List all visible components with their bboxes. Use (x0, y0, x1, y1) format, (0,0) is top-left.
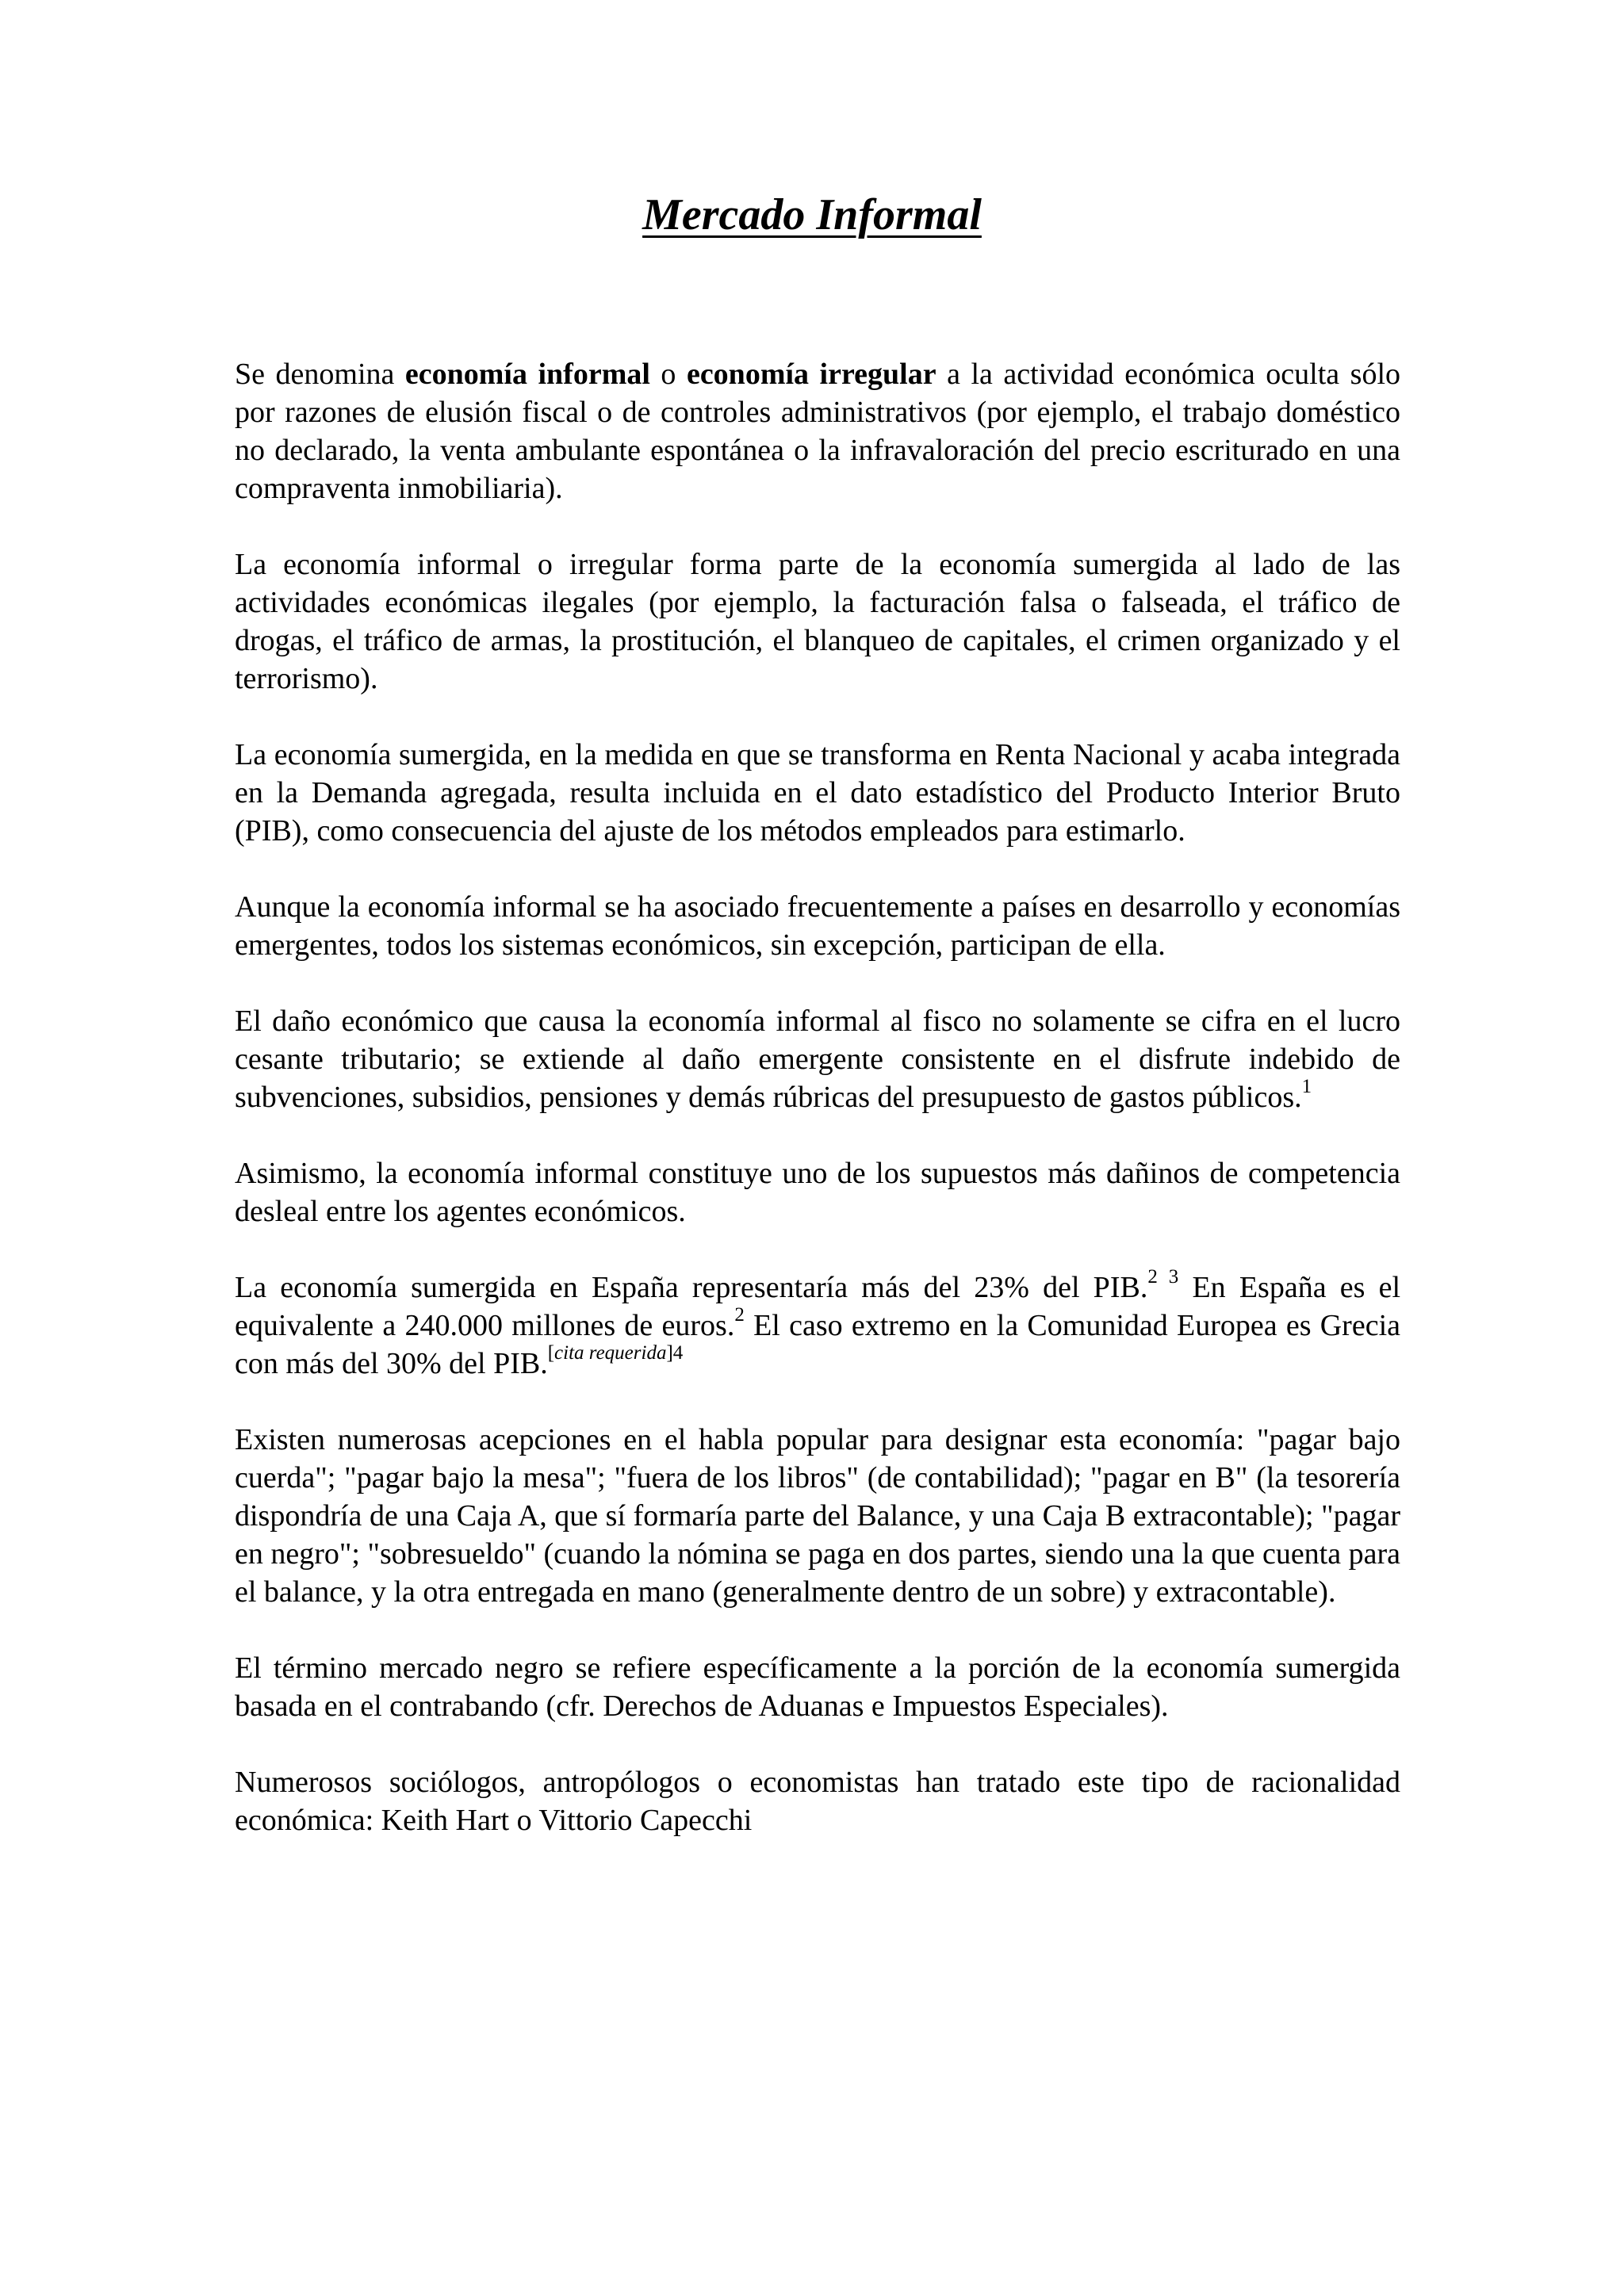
paragraph-paises: Aunque la economía informal se ha asociado frecuentemente a países en desarrollo y economías emergentes, todos los sistemas económicos, sin excepción, participan de ella. (235, 890, 1400, 962)
term-economia-irregular: economía irregular (686, 358, 936, 391)
paragraph-mercado-negro: El término mercado negro se refiere específicamente a la porción de la economía sumergida basada en el contrabando (cfr. Derechos de Aduanas e Impuestos Especiales). (235, 1651, 1400, 1723)
paragraph-pib: La economía sumergida, en la medida en que se transforma en Renta Nacional y acaba integrada en la Demanda agregada, resulta incluida en el dato estadístico del Producto Interior Bruto (PIB), como consecuencia del ajuste de los métodos empleados para estimarlo. (235, 738, 1400, 848)
document-body (235, 355, 1400, 1877)
paragraph-definition-rest: a la actividad económica oculta sólo por razones de elusión fiscal o de controles administrativos (por ejemplo, el trabajo doméstico no declarado, la venta ambulante espontánea o la infravaloración del precio escriturado en una compraventa inmobiliaria). (235, 358, 1400, 505)
paragraph-espana-part2: En España es el equivalente a 240.000 millones de euros. (235, 1271, 1401, 1342)
paragraph-autores: Numerosos sociólogos, antropólogos o economistas han tratado este tipo de racionalidad económica: Keith Hart o Vittorio Capecchi (235, 1766, 1400, 1837)
paragraph-espana (235, 1266, 1401, 1383)
document-title: Mercado Informal (642, 190, 982, 239)
citation-needed-text: cita requerida (554, 1342, 667, 1364)
footnote-ref[interactable]: 2 (734, 1304, 745, 1326)
paragraph-competencia: Asimismo, la economía informal constituye uno de los supuestos más dañinos de competencia desleal entre los agentes económicos. (235, 1157, 1400, 1228)
citation-needed-note[interactable] (548, 1342, 684, 1364)
paragraph-definition-intro: Se denomina (235, 358, 405, 391)
paragraph-dano-text: El daño económico que causa la economía informal al fisco no solamente se cifra en el lucro cesante tributario; se extiende al daño emergente consistente en el disfrute indebido de subvenciones, subsidios, pensiones y demás rúbricas del presupuesto de gastos públicos. (235, 1004, 1400, 1114)
paragraph-definition-or: o (649, 358, 687, 391)
footnote-ref[interactable]: 2 3 (1147, 1266, 1179, 1288)
paragraph-definition (235, 355, 1400, 507)
paragraph-dano (235, 1002, 1400, 1116)
citation-bracket-open: [ (547, 1342, 555, 1364)
paragraph-espana-part3: El caso extremo en la Comunidad Europea es Grecia con más del 30% del PIB. (235, 1309, 1400, 1380)
paragraph-acepciones: Existen numerosas acepciones en el habla popular para designar esta economía: "pagar bajo cuerda"; "pagar bajo la mesa"; "fuera de los libros" (de contabilidad); "pagar en B" (la tesorería dispondría de una Caja A, que sí formaría parte del Balance, y una Caja B extracontable); "pagar en negro"; "sobresueldo" (cuando la nómina se paga en dos partes, siendo una la que cuenta para el balance, y la otra entregada en mano (generalmente dentro de un sobre) y extracontable). (235, 1423, 1400, 1609)
paragraph-sumergida: La economía informal o irregular forma parte de la economía sumergida al lado de las actividades económicas ilegales (por ejemplo, la facturación falsa o falseada, el tráfico de drogas, el tráfico de armas, la prostitución, el blanqueo de capitales, el crimen organizado y el terrorismo). (235, 548, 1400, 695)
citation-bracket-close: ]4 (666, 1342, 684, 1364)
paragraph-espana-part1: La economía sumergida en España representaría más del 23% del PIB. (235, 1271, 1148, 1304)
term-economia-informal: economía informal (404, 358, 650, 391)
footnote-ref[interactable]: 1 (1301, 1076, 1312, 1098)
